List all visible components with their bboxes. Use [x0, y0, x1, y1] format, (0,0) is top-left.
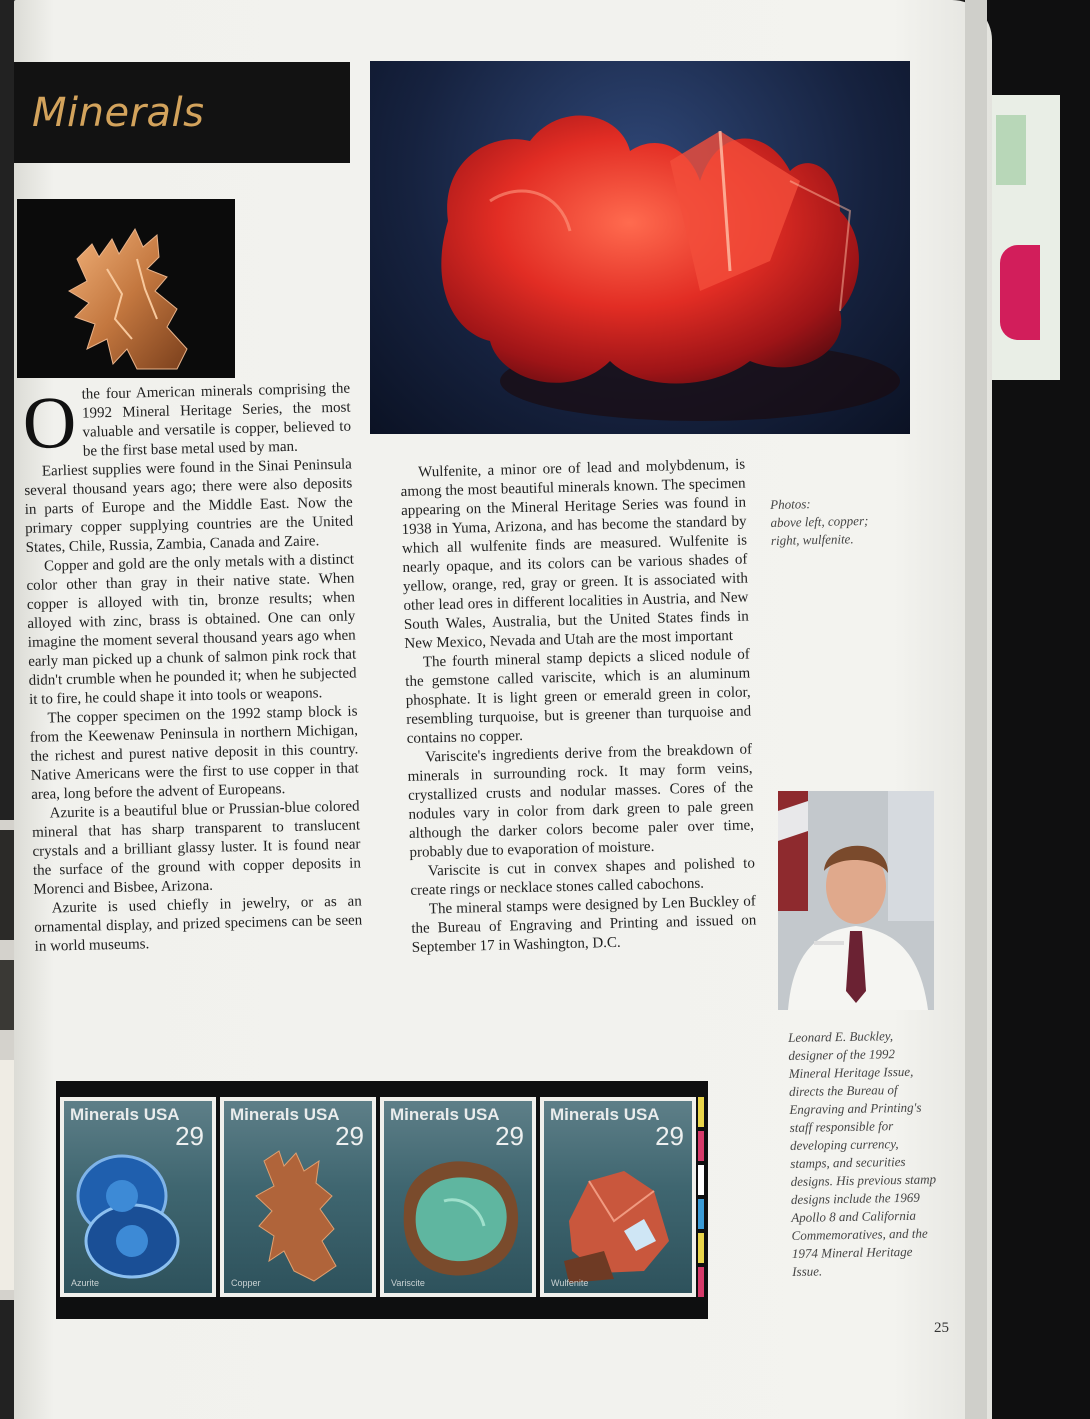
section-title-bar — [14, 62, 350, 163]
article-paragraph: Othe four American minerals comprising the 1992 Mineral Heritage Series, the most valuable and versatile is copper, believed to be the first base metal used by man. — [21, 380, 352, 465]
article-paragraph: Variscite's ingredients derive from the breakdown of minerals in surrounding rock. It may form veins, crystallized crusts and nodular masses. Cores of the nodules vary in color from dark green to pale green although the darker colors become paler over time, probably due to evaporation of moisture. — [407, 741, 755, 861]
stamp-mineral-name: Copper — [231, 1278, 261, 1288]
portrait-graphic — [778, 791, 934, 1010]
article-paragraph: Copper and gold are the only metals with a distinct color other than gray in their native state. When copper is alloyed with tin, bronze results; when alloyed with zinc, brass is obtained. One can only imagine the moment several thousand years ago when early man picked up a chunk of salmon pink rock that didn't crumble when he pounded it; when he subjected it to fire, he could shape it into tools or weapons. — [26, 551, 357, 708]
stamp-title: Minerals USA — [70, 1105, 180, 1124]
stamp-block — [56, 1081, 708, 1319]
article-paragraph: Azurite is used chiefly in jewelry, or as an ornamental display, and prized specimens can be seen in world museums. — [34, 893, 363, 955]
stamp-copper — [220, 1097, 376, 1297]
drop-cap: O — [21, 381, 78, 465]
article-paragraph: Variscite is cut in convex shapes and polished to create rings or necklace stones called cabochons. — [410, 855, 756, 899]
page-edge — [965, 0, 987, 1419]
article-paragraph: The fourth mineral stamp depicts a sliced nodule of the gemstone called variscite, which is an aluminum phosphate. It is light green or emerald green in color, resembling turquoise, but is greener than turquoise and contains no copper. — [405, 646, 752, 747]
article-paragraph: Azurite is a beautiful blue or Prussian-blue colored mineral that has sharp transparent to translucent crystals and a brilliant glassy luster. It is found near the surface of the ground with copper deposits in Morenci and Bisbee, Arizona. — [31, 798, 362, 898]
stamp-title: Minerals USA — [390, 1105, 500, 1124]
stamp-title: Minerals USA — [230, 1105, 340, 1124]
stamp-variscite — [380, 1097, 536, 1297]
stamp-mineral-name: Azurite — [71, 1278, 100, 1288]
stamp-row — [60, 1097, 696, 1302]
color-registration-bar — [698, 1097, 704, 1302]
stamp-title: Minerals USA — [550, 1105, 660, 1124]
designer-portrait-photo — [778, 791, 934, 1010]
article-paragraph: The copper specimen on the 1992 stamp block is from the Keewenaw Peninsula in northern Michigan, the richest and purest native deposit in this country. Native Americans were the first to use copper in that area, long before the advent of Europeans. — [29, 703, 359, 803]
copper-specimen-graphic — [17, 199, 235, 378]
adjacent-page-edge — [990, 95, 1060, 380]
copper-photo — [17, 199, 235, 378]
portrait-caption: Leonard E. Buckley, designer of the 1992 Mineral Heritage Issue, directs the Bureau of Engraving and Printing's staff responsible for developing currency, stamps, and securities designs. His previous stamp designs include the 1969 Apollo 8 and California Commemoratives, and the 1974 Mineral Heritage Issue. — [788, 1028, 937, 1279]
article-paragraph: Earliest supplies were found in the Sinai Peninsula several thousand years ago; there were also deposits in parts of Europe and the Middle East. Now the primary copper supplying countries are the United States, Chile, Russia, Zambia, Canada and Zaire. — [24, 456, 354, 556]
stamp-value: 29 — [175, 1121, 204, 1151]
stamp-wulfenite — [540, 1097, 696, 1297]
page-number: 25 — [934, 1320, 949, 1336]
stamp-value: 29 — [335, 1121, 364, 1151]
stamp-value: 29 — [655, 1121, 684, 1151]
article-left-column — [22, 380, 363, 957]
stamp-value: 29 — [495, 1121, 524, 1151]
article-paragraph: Wulfenite, a minor ore of lead and molybdenum, is among the most beautiful minerals known. The specimen appearing on the Mineral Heritage Series was found in 1938 in Yuma, Arizona, and has become the standard by which all wulfenite finds are measured. Wulfenite is nearly opaque, and its colors can be various shades of yellow, orange, red, gray or green. It is associated with other lead ores in different localities in Austria, and New South Wales, Australia, but the United States finds in New Mexico, Nevada and Utah are the most important — [400, 456, 750, 652]
photos-caption: Photos: above left, copper; right, wulfenite. — [770, 496, 869, 548]
stamp-mineral-name: Variscite — [391, 1278, 425, 1288]
stamp-azurite — [60, 1097, 216, 1297]
article-right-column — [400, 456, 757, 958]
wulfenite-photo — [370, 61, 910, 434]
page-title: Minerals — [32, 89, 205, 136]
wulfenite-specimen-graphic — [370, 61, 910, 434]
stamp-mineral-name: Wulfenite — [551, 1278, 589, 1288]
article-paragraph: The mineral stamps were designed by Len Buckley of the Bureau of Engraving and Printing and issued on September 17 in Washington, D.C. — [411, 893, 757, 956]
